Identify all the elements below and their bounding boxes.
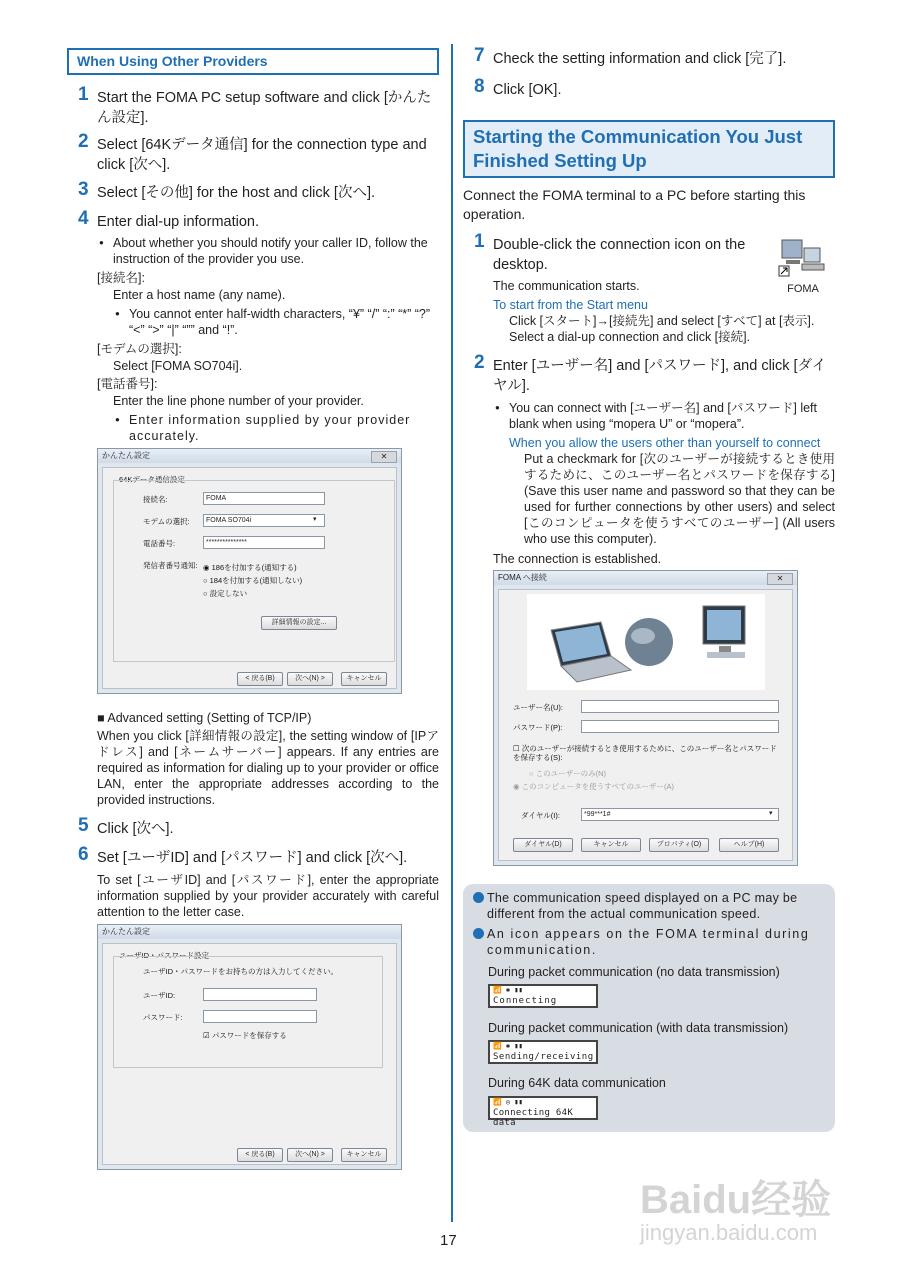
radio-no-notify[interactable]: ○ 184を付加する(通知しない) bbox=[203, 576, 303, 585]
step-text: Click [次へ]. bbox=[97, 821, 174, 837]
step-text: Start the FOMA PC setup software and click [かんたん設定]. bbox=[97, 90, 432, 126]
step-number: 2 bbox=[474, 352, 485, 373]
help-button[interactable]: ヘルプ(H) bbox=[719, 838, 779, 852]
allow-users-heading: When you allow the users other than yourself to connect bbox=[509, 436, 821, 450]
square-icon: ■ bbox=[97, 711, 105, 725]
step-1 bbox=[78, 84, 439, 128]
advanced-setting-title: ■ Advanced setting (Setting of TCP/IP) bbox=[97, 711, 312, 725]
back-button[interactable]: < 戻る(B) bbox=[237, 672, 283, 686]
modem-select[interactable]: FOMA SO704i bbox=[203, 514, 325, 527]
step-2 bbox=[78, 131, 439, 175]
password-label: パスワード: bbox=[143, 1013, 183, 1022]
hint-text: ユーザID・パスワードをお持ちの方は入力してください。 bbox=[143, 967, 338, 976]
window-titlebar: かんたん設定 bbox=[98, 925, 401, 939]
radio-all-users[interactable]: ◉ このコンピュータを使うすべてのユーザー(A) bbox=[513, 782, 674, 791]
step-number: 5 bbox=[78, 815, 89, 836]
watermark-url: jingyan.baidu.com bbox=[640, 1220, 818, 1245]
step-text: Set [ユーザID] and [パスワード] and click [次へ]. bbox=[97, 850, 408, 866]
cancel-button[interactable]: キャンセル bbox=[581, 838, 641, 852]
step-number: 1 bbox=[474, 231, 485, 252]
bullet-dot-icon bbox=[473, 892, 484, 903]
properties-button[interactable]: プロパティ(O) bbox=[649, 838, 709, 852]
password-input[interactable] bbox=[581, 720, 779, 733]
phone-bullet: ● Enter information supplied by your provider accurately. bbox=[113, 412, 439, 444]
step-text: Enter dial-up information. bbox=[97, 214, 259, 230]
foma-connection-icon[interactable] bbox=[778, 236, 828, 295]
modem-label: モデムの選択: bbox=[143, 517, 190, 526]
watermark-brand: Baidu经验 bbox=[640, 1178, 832, 1222]
step-text: Enter [ユーザー名] and [パスワード], and click [ダイヤル]. bbox=[493, 358, 827, 394]
chevron-down-icon[interactable]: ▾ bbox=[769, 810, 773, 817]
start-menu-heading: To start from the Start menu bbox=[493, 298, 648, 312]
step4-bullet: ● About whether you should notify your caller ID, follow the instruction of the provider you use. bbox=[97, 235, 439, 267]
next-button[interactable]: 次へ(N) > bbox=[287, 1148, 333, 1162]
banner-image bbox=[527, 594, 765, 690]
step-6 bbox=[78, 844, 439, 868]
dial-number-select[interactable]: *99***1# bbox=[581, 808, 779, 821]
window-body bbox=[498, 589, 793, 861]
back-button[interactable]: < 戻る(B) bbox=[237, 1148, 283, 1162]
column-divider bbox=[451, 44, 453, 1222]
step-r2 bbox=[474, 352, 835, 396]
radio-notify[interactable]: ◉ 186を付加する(通知する) bbox=[203, 563, 297, 572]
radio-none[interactable]: ○ 設定しない bbox=[203, 589, 248, 598]
password-input[interactable] bbox=[203, 1010, 317, 1023]
intro-text: Connect the FOMA terminal to a PC before starting this operation. bbox=[463, 187, 806, 222]
field-modem-label: [モデムの選択]: bbox=[97, 342, 182, 356]
page-number: 17 bbox=[440, 1232, 457, 1249]
step-r1 bbox=[474, 231, 765, 275]
field-host-desc: Enter a host name (any name). bbox=[113, 288, 286, 302]
note-item: The communication speed displayed on a PC may be different from the actual communication speed. bbox=[463, 890, 833, 922]
section-header-starting-communication: Starting the Communication You Just Finished Setting Up bbox=[463, 120, 835, 178]
user-password-screenshot bbox=[97, 924, 402, 1170]
dial-label: ダイヤル(I): bbox=[521, 811, 560, 820]
user-id-input[interactable] bbox=[203, 988, 317, 1001]
group-title: ユーザID・パスワード設定 bbox=[119, 951, 209, 960]
step-r2-bullet: ● You can connect with [ユーザー名] and [パスワード] left blank when using “mopera U” or “mopera”. bbox=[493, 400, 835, 432]
step-text: Double-click the connection icon on the desktop. bbox=[493, 237, 746, 273]
lcd-64k: 📶 ◎ ▮▮ Connecting 64K data bbox=[488, 1096, 598, 1120]
step-number: 6 bbox=[78, 844, 89, 865]
user-id-label: ユーザID: bbox=[143, 991, 176, 1000]
field-modem-desc: Select [FOMA SO704i]. bbox=[113, 359, 243, 373]
step-3 bbox=[78, 179, 439, 203]
host-label: 接続名: bbox=[143, 495, 168, 504]
password-label: パスワード(P): bbox=[513, 723, 563, 732]
step-r1-sub: The communication starts. bbox=[493, 279, 640, 293]
window-body bbox=[102, 943, 397, 1165]
field-host-label: [接続名]: bbox=[97, 271, 145, 285]
host-input[interactable]: FOMA bbox=[203, 492, 325, 505]
step-7 bbox=[474, 45, 835, 69]
connect-window-screenshot bbox=[493, 570, 798, 866]
dial-button[interactable]: ダイヤル(D) bbox=[513, 838, 573, 852]
username-label: ユーザー名(U): bbox=[513, 703, 563, 712]
phone-label: 電話番号: bbox=[143, 539, 176, 548]
caller-id-label: 発信者番号通知: bbox=[143, 561, 198, 570]
host-bullet: ● You cannot enter half-width characters, “¥” “/” “:” “*” “?” “<” “>” “|” “”” and “!”. bbox=[113, 306, 439, 338]
mode-label-64k: During 64K data communication bbox=[488, 1076, 666, 1090]
step-number: 3 bbox=[78, 179, 89, 200]
step-4 bbox=[78, 208, 439, 232]
username-input[interactable] bbox=[581, 700, 779, 713]
step-text: Select [64Kデータ通信] for the connection type and click [次へ]. bbox=[97, 137, 427, 173]
allow-users-text: Put a checkmark for [次のユーザーが接続するとき使用するために、このユーザー名とパスワードを保存する] (Save this user name and password so that they can be used for further connections by other users) and select [このコンピュータを使うすべてのユーザー] (All users who use this computer). bbox=[524, 452, 835, 546]
window-body bbox=[102, 467, 397, 689]
bullet-dot-icon bbox=[473, 928, 484, 939]
step-number: 8 bbox=[474, 76, 485, 97]
save-credentials-checkbox[interactable]: ☐ 次のユーザーが接続するとき使用するために、このユーザー名とパスワードを保存する(S): bbox=[513, 744, 777, 762]
step-text: Check the setting information and click [完了]. bbox=[493, 51, 787, 67]
save-password-checkbox[interactable]: ☑ パスワードを保存する bbox=[203, 1031, 287, 1040]
window-titlebar: かんたん設定 bbox=[98, 449, 401, 463]
mode-label-packet-data: During packet communication (with data transmission) bbox=[488, 1021, 789, 1035]
step-number: 2 bbox=[78, 131, 89, 152]
step-number: 4 bbox=[78, 208, 89, 229]
cancel-button[interactable]: キャンセル bbox=[341, 672, 387, 686]
window-titlebar: FOMA へ接続 bbox=[494, 571, 797, 585]
step-text: Click [OK]. bbox=[493, 82, 562, 98]
chevron-down-icon[interactable]: ▾ bbox=[313, 516, 317, 523]
setup-window-screenshot bbox=[97, 448, 402, 694]
step-5 bbox=[78, 815, 439, 839]
next-button[interactable]: 次へ(N) > bbox=[287, 672, 333, 686]
icon-caption: FOMA bbox=[787, 283, 819, 295]
mode-label-packet-idle: During packet communication (no data transmission) bbox=[488, 965, 780, 979]
start-menu-text: Click [スタート]→[接続先] and select [すべて] at [表示]. Select a dial-up connection and click [接続]. bbox=[509, 314, 815, 344]
section-header-other-providers: When Using Other Providers bbox=[67, 48, 439, 75]
phone-input[interactable]: *************** bbox=[203, 536, 325, 549]
radio-this-user-only[interactable]: ○ このユーザーのみ(N) bbox=[529, 769, 607, 778]
group-title: 64Kデータ通信設定 bbox=[119, 475, 185, 484]
step-number: 7 bbox=[474, 45, 485, 66]
step-8 bbox=[474, 76, 835, 100]
step-text: Select [その他] for the host and click [次へ]. bbox=[97, 185, 376, 201]
cancel-button[interactable]: キャンセル bbox=[341, 1148, 387, 1162]
field-phone-desc: Enter the line phone number of your provider. bbox=[113, 394, 364, 408]
step6-text: To set [ユーザID] and [パスワード], enter the appropriate information supplied by your provider accurately with careful attention to the letter case. bbox=[97, 873, 439, 919]
detail-settings-button[interactable]: 詳細情報の設定... bbox=[261, 616, 337, 630]
field-phone-label: [電話番号]: bbox=[97, 377, 158, 391]
advanced-setting-text: When you click [詳細情報の設定], the setting window of [IPアドレス] and [ネームサーバー] appears. If any entries are required as information for dialing up to your provider or office LAN, enter the appropriate addresses according to the provided instructions. bbox=[97, 729, 439, 807]
lcd-packet-idle: 📶 ✱ ▮▮ Connecting bbox=[488, 984, 598, 1008]
connection-established-text: The connection is established. bbox=[493, 552, 662, 566]
step-number: 1 bbox=[78, 84, 89, 105]
lcd-packet-data: 📶 ✱ ▮▮ Sending/receiving bbox=[488, 1040, 598, 1064]
close-icon[interactable]: ✕ bbox=[767, 573, 793, 585]
note-item: An icon appears on the FOMA terminal during communication. bbox=[463, 926, 833, 958]
close-icon[interactable]: ✕ bbox=[371, 451, 397, 463]
